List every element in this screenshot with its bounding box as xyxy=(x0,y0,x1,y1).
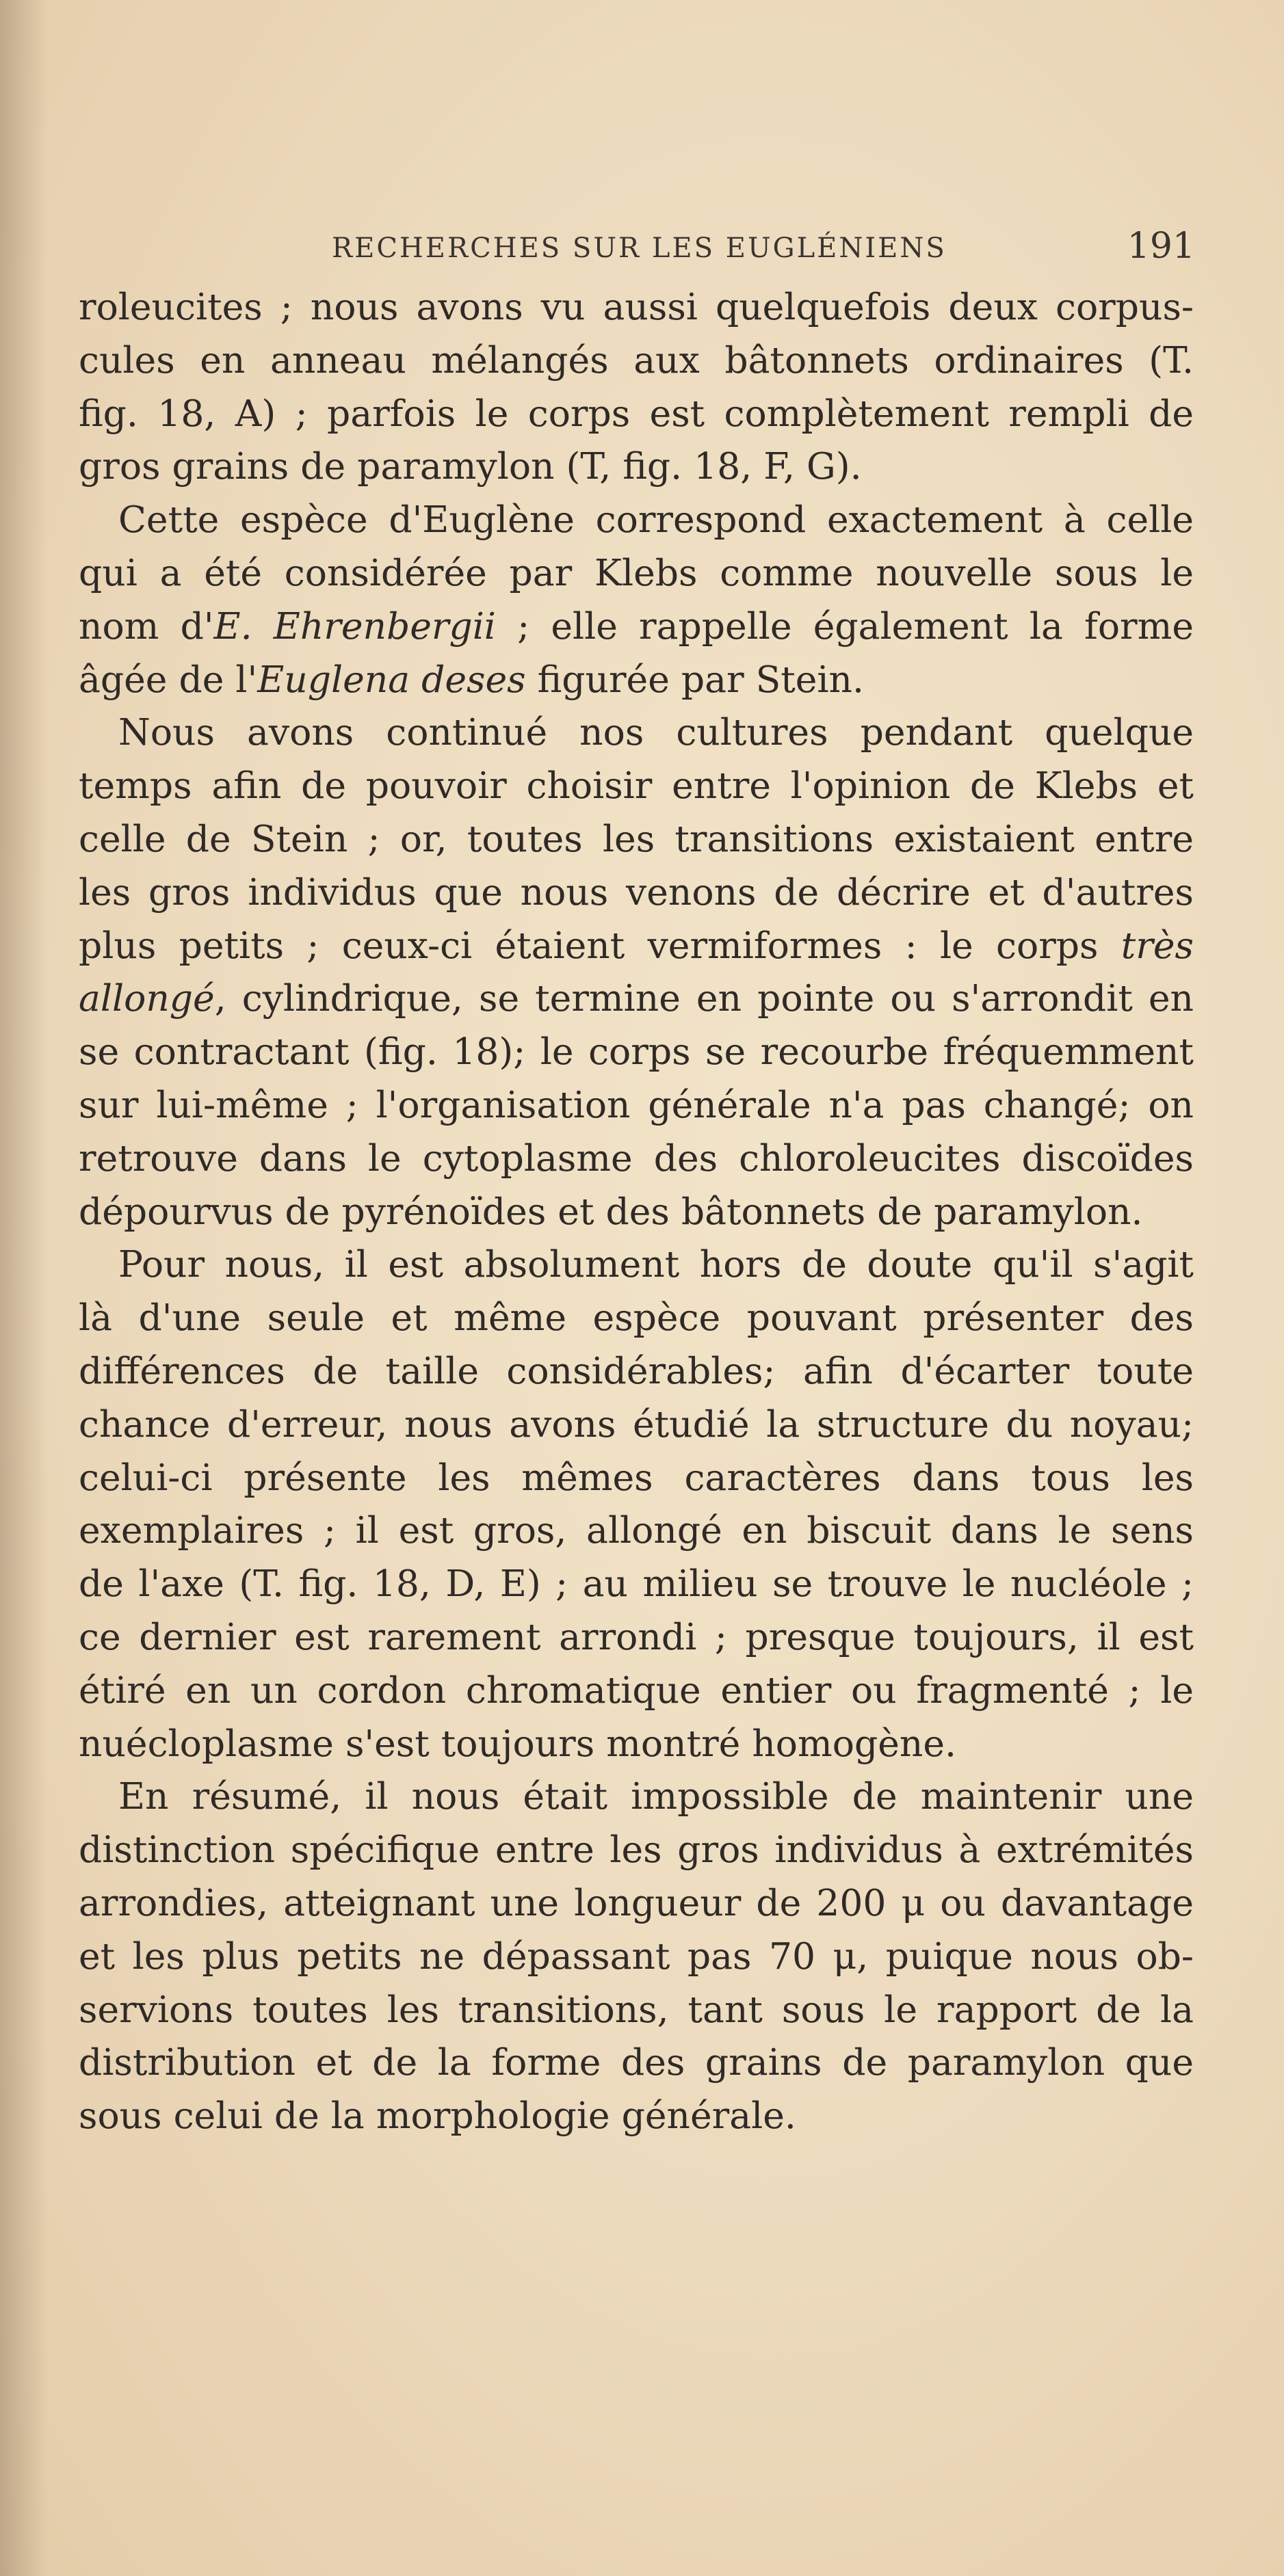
text-line xyxy=(79,1930,1194,1983)
text-segment: les gros individus que nous venons de décrire et d'autres xyxy=(79,870,1194,914)
text-segment: roleucites ; nous avons vu aussi quelquefois deux corpus- xyxy=(79,285,1194,328)
italic-term: E. Ehrenbergii xyxy=(213,604,496,648)
text-line xyxy=(79,1185,1194,1238)
text-segment: distinction spécifique entre les gros individus à extrémités xyxy=(79,1828,1194,1872)
italic-term: allongé xyxy=(79,977,215,1020)
text-line xyxy=(79,812,1194,866)
text-line xyxy=(79,1025,1194,1078)
text-segment: retrouve dans le cytoplasme des chloroleucites discoïdes xyxy=(79,1136,1194,1180)
text-segment: fig. 18, A) ; parfois le corps est complètement rempli de xyxy=(79,391,1194,435)
text-segment: qui a été considérée par Klebs comme nouvelle sous le xyxy=(79,550,1194,594)
text-segment: là d'une seule et même espèce pouvant présenter des xyxy=(79,1296,1194,1340)
text-line xyxy=(79,1717,1194,1770)
text-segment: dépourvus de pyrénoïdes et des bâtonnets de paramylon. xyxy=(79,1189,1143,1233)
text-line xyxy=(79,493,1194,546)
text-line xyxy=(79,280,1194,334)
text-segment: nuécloplasme s'est toujours montré homogène. xyxy=(79,1721,956,1765)
text-segment: exemplaires ; il est gros, allongé en biscuit dans le sens xyxy=(79,1509,1194,1552)
text-line xyxy=(79,972,1194,1025)
text-line xyxy=(79,440,1194,493)
text-segment: gros grains de paramylon (T, fig. 18, F, G). xyxy=(79,444,862,488)
text-segment: âgée de l' xyxy=(79,657,258,701)
text-segment: Pour nous, il est absolument hors de doute qu'il s'agit xyxy=(118,1243,1194,1286)
body-text xyxy=(79,280,1194,2142)
text-line xyxy=(79,1344,1194,1398)
text-line xyxy=(79,759,1194,812)
text-line xyxy=(79,1557,1194,1610)
text-line xyxy=(79,1078,1194,1132)
text-line xyxy=(79,653,1194,706)
text-segment: celui-ci présente les mêmes caractères dans tous les xyxy=(79,1455,1194,1499)
text-segment: plus petits ; ceux-ci étaient vermiformes : le corps xyxy=(79,923,1121,967)
text-segment: et les plus petits ne dépassant pas 70 μ, puique nous ob- xyxy=(79,1934,1194,1978)
running-head xyxy=(79,226,1195,274)
text-segment: Cette espèce d'Euglène correspond exactement à celle xyxy=(118,498,1194,542)
text-segment: de l'axe (T. fig. 18, D, E) ; au milieu se trouve le nucléole ; xyxy=(79,1562,1194,1606)
text-segment: En résumé, il nous était impossible de maintenir une xyxy=(118,1775,1194,1818)
text-segment: servions toutes les transitions, tant sous le rapport de la xyxy=(79,1987,1194,2031)
italic-term: Euglena deses xyxy=(257,657,526,701)
text-line xyxy=(79,387,1194,440)
text-line xyxy=(79,1823,1194,1876)
text-segment: arrondies, atteignant une longueur de 200 μ ou davantage xyxy=(79,1881,1194,1924)
text-line xyxy=(79,2089,1194,2142)
text-line xyxy=(79,1238,1194,1291)
text-line xyxy=(79,1983,1194,2036)
text-segment: différences de taille considérables; afin d'écarter toute xyxy=(79,1349,1194,1392)
text-segment: nom d' xyxy=(79,604,214,648)
running-title: RECHERCHES SUR LES EUGLÉNIENS xyxy=(332,233,947,264)
text-line xyxy=(79,1504,1194,1557)
text-line xyxy=(79,1770,1194,1823)
text-line xyxy=(79,866,1194,919)
text-line xyxy=(79,600,1194,653)
text-segment: sous celui de la morphologie générale. xyxy=(79,2094,796,2138)
text-segment: distribution et de la forme des grains de paramylon que xyxy=(79,2041,1194,2084)
text-line xyxy=(79,1664,1194,1717)
text-segment: cules en anneau mélangés aux bâtonnets ordinaires (T. xyxy=(79,338,1194,382)
text-segment: Nous avons continué nos cultures pendant quelque xyxy=(118,711,1194,754)
italic-term: très xyxy=(1121,923,1194,967)
text-line xyxy=(79,546,1194,600)
text-line xyxy=(79,1451,1194,1504)
text-line xyxy=(79,334,1194,387)
text-line xyxy=(79,919,1194,972)
text-segment: figurée par Stein. xyxy=(525,657,864,701)
text-segment: temps afin de pouvoir choisir entre l'opinion de Klebs et xyxy=(79,764,1194,808)
text-line xyxy=(79,1398,1194,1451)
text-segment: celle de Stein ; or, toutes les transitions existaient entre xyxy=(79,816,1194,860)
text-line xyxy=(79,1291,1194,1344)
text-line xyxy=(79,1610,1194,1664)
text-line xyxy=(79,706,1194,759)
text-segment: sur lui-même ; l'organisation générale n'a pas changé; on xyxy=(79,1083,1194,1126)
text-line xyxy=(79,1876,1194,1930)
text-segment: se contractant (fig. 18); le corps se recourbe fréquemment xyxy=(79,1030,1194,1074)
text-segment: ; elle rappelle également la forme xyxy=(495,604,1194,648)
text-line xyxy=(79,2036,1194,2089)
text-segment: ce dernier est rarement arrondi ; presque toujours, il est xyxy=(79,1615,1194,1658)
text-line xyxy=(79,1132,1194,1185)
text-segment: , cylindrique, se termine en pointe ou s'arrondit en xyxy=(214,977,1194,1020)
page-number: 191 xyxy=(1127,226,1195,267)
text-segment: chance d'erreur, nous avons étudié la structure du noyau; xyxy=(79,1402,1194,1446)
text-segment: étiré en un cordon chromatique entier ou fragmenté ; le xyxy=(79,1668,1194,1712)
